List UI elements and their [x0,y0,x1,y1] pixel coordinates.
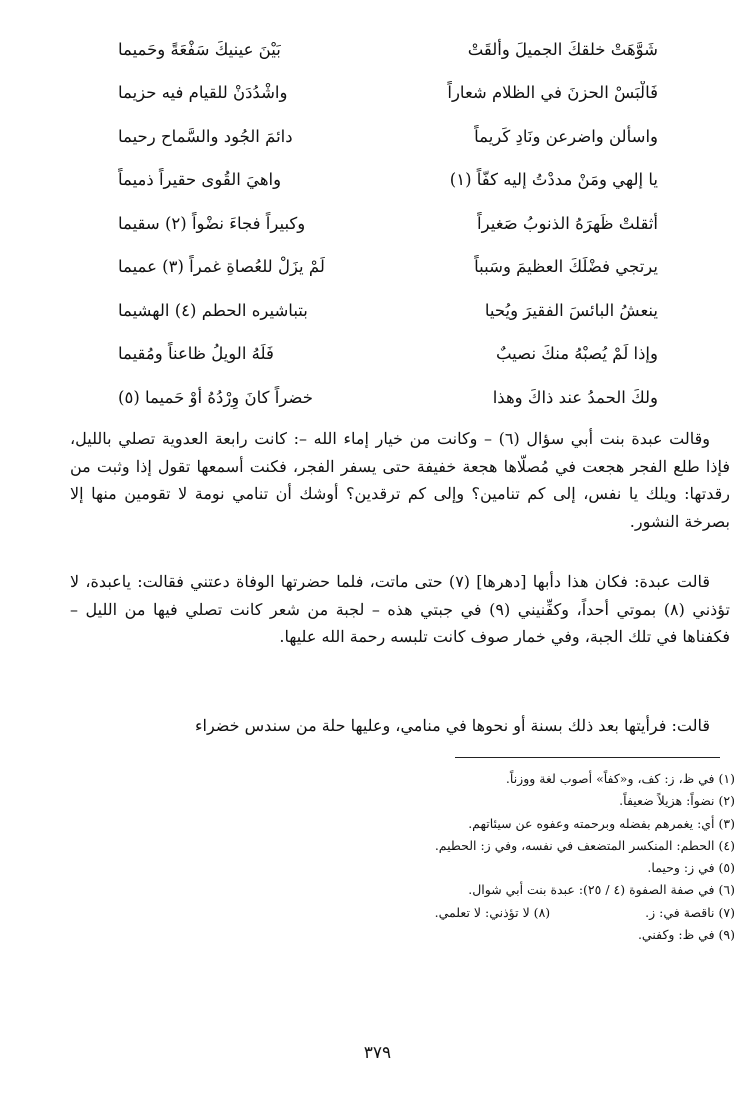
verse [118,28,658,72]
hemistich-second: واشْدُدَنْ للقيام فيه حزيما [118,83,288,103]
footnote: (٢) نضواً: هزيلاً ضعيفاً. [619,793,735,809]
footnote: (١) في ظ، ز: كف، و«كفاً» أصوب لغة ووزناً. [505,771,735,786]
page-number: ٣٧٩ [363,1043,392,1063]
verse [118,72,658,116]
paragraph-text: قالت: فرأيتها بعد ذلك بسنة أو نحوها في منامي، وعليها حلة من سندس خضراء [194,716,710,735]
hemistich-first: وإذا لَمْ يُصبْهُ منكَ نصيبٌ [495,344,658,364]
footnote: (٩) في ظ: وكفني. [637,927,735,943]
paragraph-rabia-death [70,568,730,651]
hemistich-first: يا إلهي ومَنْ مددْتُ إليه كفّاً (١) [449,170,658,190]
footnote: (٦) في صفة الصفوة (٤ / ٢٥): عبدة بنت أبي شوال. [468,882,735,898]
footnote: (٣) أي: يغمرهم بفضله وبرحمته وعفوه عن سيئاتهم. [468,815,735,831]
verse [118,246,658,290]
footnote-divider [455,757,720,758]
verse [118,202,658,246]
hemistich-first: واسألن واضرعن ونَادِ كَريماً [474,126,658,146]
hemistich-first: أثقلتْ ظَهرَهُ الذنوبُ صَغيراً [477,213,658,233]
hemistich-first: ولكَ الحمدُ عند ذاكَ وهذا [492,387,658,407]
footnote: (٨) لا تؤذني: لا تعلمي. [434,904,551,920]
hemistich-second: خضراً كانَ وِرْدُهُ أوْ حَميما (٥) [118,387,313,407]
hemistich-second: فَلَهُ الويلُ ظاعناً ومُقيما [118,344,274,364]
footnote: (٥) في ز: وحيما. [647,860,735,876]
verse [118,333,658,377]
verse [118,115,658,159]
hemistich-second: بَيْنَ عينيكَ سَفْعَةً وحَميما [118,39,281,59]
verse [118,376,658,420]
hemistich-second: لَمْ يزَلْ للعُصاةِ غمراً (٣) عميما [118,257,325,277]
footnote: (٧) ناقصة في: ز. [645,904,735,920]
footnote: (٤) الحطم: المنكسر المتضعف في نفسه، وفي ز: الحطيم. [434,837,735,853]
hemistich-second: وكبيراً فجاءَ نضْواً (٢) سقيما [118,213,306,233]
poem [118,28,658,420]
hemistich-second: دائمَ الجُود والسَّماح رحيما [118,126,293,146]
hemistich-first: ينعشُ البائسَ الفقيرَ ويُحيا [484,300,658,320]
paragraph-text: وقالت عبدة بنت أبي سؤال (٦) – وكانت من خيار إماء الله –: كانت رابعة العدوية تصلي بالليل، فإذا طلع الفجر هجعت في مُصلّاها هجعة خفيفة حتى يسفر الفجر، فكنت أسمعها تقول إذا وثبت من رقدتها: ويلك يا نفس، إلى كم تنامين؟ وإلى كم ترقدين؟ أوشك أن تنامي نومة لا تقومين منها إلا بصرخة النشور. [70,429,730,531]
verse [118,159,658,203]
hemistich-first: فَالْبَسْ الحزنَ في الظلام شعاراً [447,83,658,103]
paragraph-rabia-dream [70,712,730,740]
paragraph-text: قالت عبدة: فكان هذا دأبها [دهرها] (٧) حتى ماتت، فلما حضرتها الوفاة دعتني فقالت: ياعبدة، لا تؤذني (٨) بموتي أحداً، وكفِّنيني (٩) في جبتي هذه – لجبة من شعر كانت تصلي فيها من الليل – فكفناها في تلك الجبة، وفي خمار صوف كانت تلبسه رحمة الله عليها. [70,572,731,646]
paragraph-rabia-night-prayer [70,425,730,535]
footnote-row [60,902,735,924]
footnotes [60,768,735,946]
hemistich-second: واهيَ القُوى حقيراً ذميماً [118,170,282,190]
hemistich-first: يرتجي فضْلَكَ العظيمَ وسَبباً [474,257,658,277]
verse [118,289,658,333]
hemistich-first: شَوَّهَتْ خلقكَ الجميلَ وألقَتْ [467,39,658,59]
hemistich-second: بتباشيره الحطم (٤) الهشيما [118,300,308,320]
